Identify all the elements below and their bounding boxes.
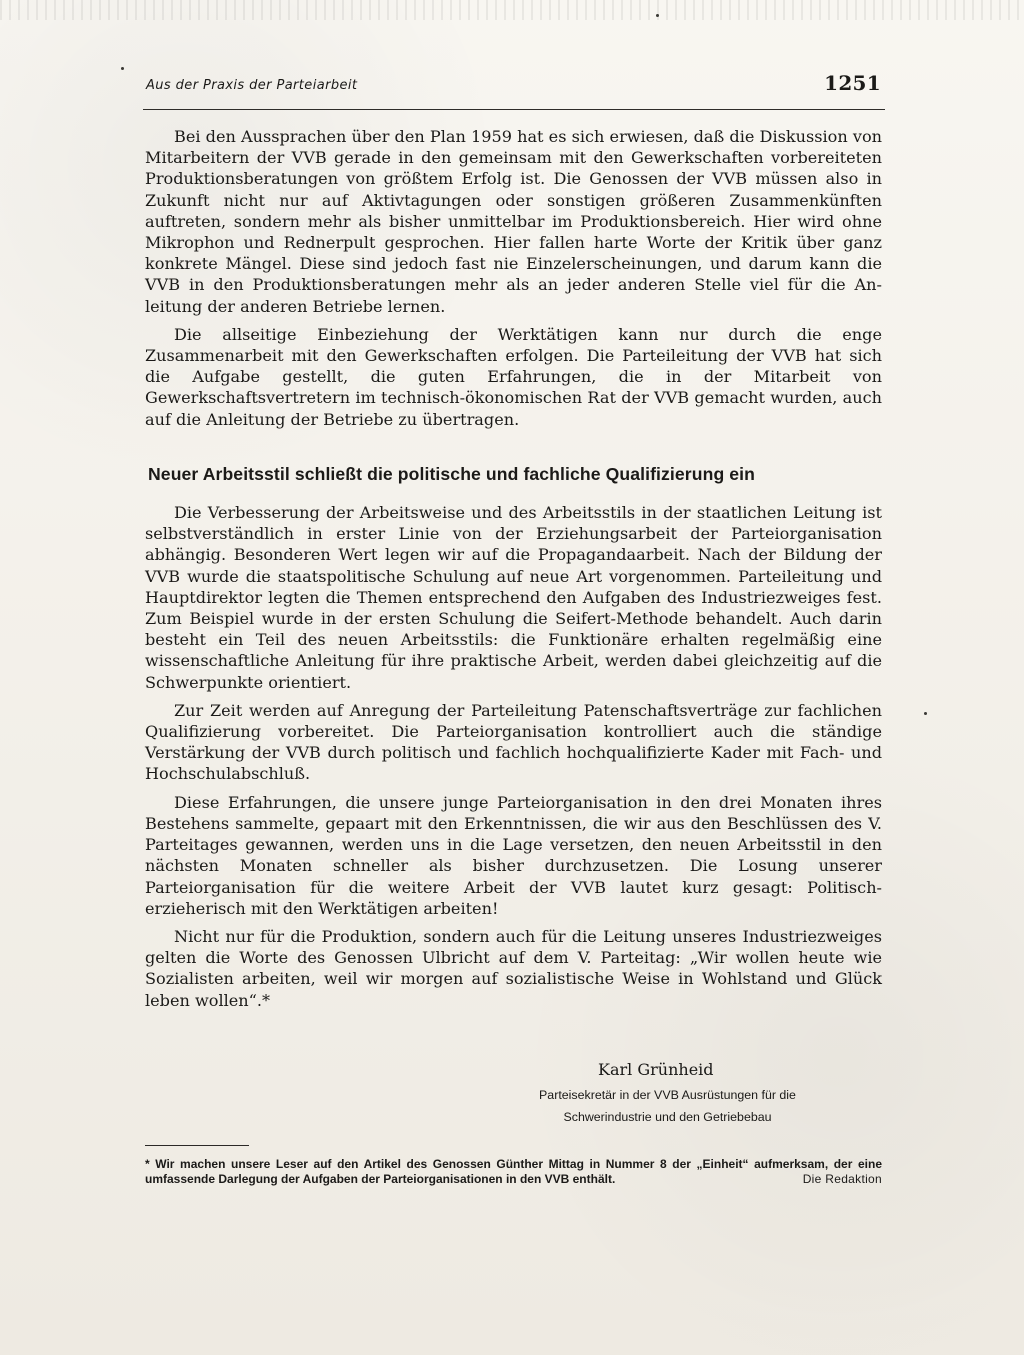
footnote-divider bbox=[145, 1145, 249, 1146]
scan-top-edge bbox=[0, 0, 1024, 20]
running-header bbox=[143, 71, 885, 110]
footnote-text: * Wir machen unsere Leser auf den Artikel des Genossen Günther Mittag in Nummer 8 der „Einheit“ aufmerksam, der eine umfassende Darlegung der Aufgaben der Parteiorganisationen in den VVB enthält. bbox=[145, 1157, 882, 1186]
scan-speck bbox=[121, 67, 124, 70]
page-number: 1251 bbox=[824, 71, 881, 95]
scan-speck bbox=[924, 712, 927, 715]
paragraph: Nicht nur für die Produktion, sondern auch für die Leitung unseres Industriezweiges gelten die Worte des Genossen Ulbricht auf dem V. Parteitag: „Wir wollen heute wie Sozialisten arbeiten, weil wir morgen auf sozialistische Weise in Wohlstand und Glück leben wollen“.* bbox=[145, 926, 882, 1010]
paragraph: Zur Zeit werden auf Anregung der Parteileitung Patenschaftsverträge zur fachlichen Qualifizierung vorbereitet. Die Parteiorganisation kontrolliert auch die ständige Verstärkung der VVB durch politisch und fachlich hochqualifizierte Kader mit Fach- und Hochschulabschluß. bbox=[145, 700, 882, 784]
running-title: Aus der Praxis der Parteiarbeit bbox=[146, 78, 358, 93]
author-role-line: Parteisekretär in der VVB Ausrüstungen für die bbox=[539, 1088, 796, 1102]
footnote-signoff: Die Redaktion bbox=[802, 1172, 882, 1186]
footnote bbox=[145, 1157, 882, 1187]
author-role-line: Schwerindustrie und den Getriebebau bbox=[563, 1110, 772, 1124]
paragraph: Diese Erfahrungen, die unsere junge Parteiorganisation in den drei Monaten ihres Bestehens sammelte, gepaart mit den Erkenntnissen, die wir aus den Beschlüssen des V. Parteitages gewannen, werden uns in die Lage versetzen, den neuen Arbeitsstil in den nächsten Monaten schneller als bisher durchzusetzen. Die Losung unserer Parteiorganisation für die weitere Arbeit der VVB lautet kurz gesagt: Politisch-erzieherisch mit den Werktätigen arbeiten! bbox=[145, 792, 882, 918]
article-content bbox=[145, 126, 882, 1018]
paragraph: Die Verbesserung der Arbeitsweise und des Arbeitsstils in der staatlichen Leitung ist selbstverständlich in erster Linie von der Erziehungsarbeit der Parteiorganisation abhängig. Besonderen Wert legen wir auf die Propagandaarbeit. Nach der Bildung der VVB wurde die staatspolitische Schulung auf neue Art vorgenommen. Parteileitung und Hauptdirektor legten die Themen entsprechend den Aufgaben des Industriezweiges fest. Zum Beispiel wurde in der ersten Schulung die Seifert-Methode behandelt. Auch darin besteht ein Teil des neuen Arbeitsstils: die Funktionäre erhalten regelmäßig eine wissenschaftliche Anleitung für ihre praktische Arbeit, werden dabei gleichzeitig auf die Schwerpunkte orientiert. bbox=[145, 503, 882, 692]
author-role bbox=[480, 1084, 855, 1128]
section-heading: Neuer Arbeitsstil schließt die politische und fachliche Qualifizierung ein bbox=[148, 463, 756, 484]
paragraph: Die allseitige Einbeziehung der Werktätigen kann nur durch die enge Zusammenarbeit mit den Gewerkschaften erfolgen. Die Parteileitung der VVB hat sich die Aufgabe gestellt, die guten Erfahrungen, die in der Mitarbeit von Gewerkschaftsvertretern im technisch-ökonomischen Rat der VVB gemacht wurden, auch auf die Anleitung der Betriebe zu übertragen. bbox=[145, 324, 882, 429]
paragraph: Bei den Aussprachen über den Plan 1959 hat es sich erwiesen, daß die Diskussion von Mitarbeitern der VVB gerade in den gemeinsam mit den Gewerkschaften vorbereiteten Produktionsberatungen von größtem Erfolg ist. Die Genossen der VVB müssen also in Zukunft nicht nur auf Aktivtagungen oder sonstigen größeren Zusammenkünften auftreten, sondern mehr als bisher unmittelbar im Produktionsbereich. Hier wird ohne Mikrophon und Rednerpult gesprochen. Hier fallen harte Worte der Kritik über ganz konkrete Mängel. Diese sind jedoch fast nie Einzelerscheinungen, und darum kann die VVB in den Produktionsberatungen mehr als an jeder anderen Stelle viel für die Anleitung der anderen Betriebe lernen. bbox=[145, 127, 882, 316]
author-name: Karl Grünheid bbox=[598, 1060, 714, 1079]
scan-speck bbox=[656, 14, 659, 17]
